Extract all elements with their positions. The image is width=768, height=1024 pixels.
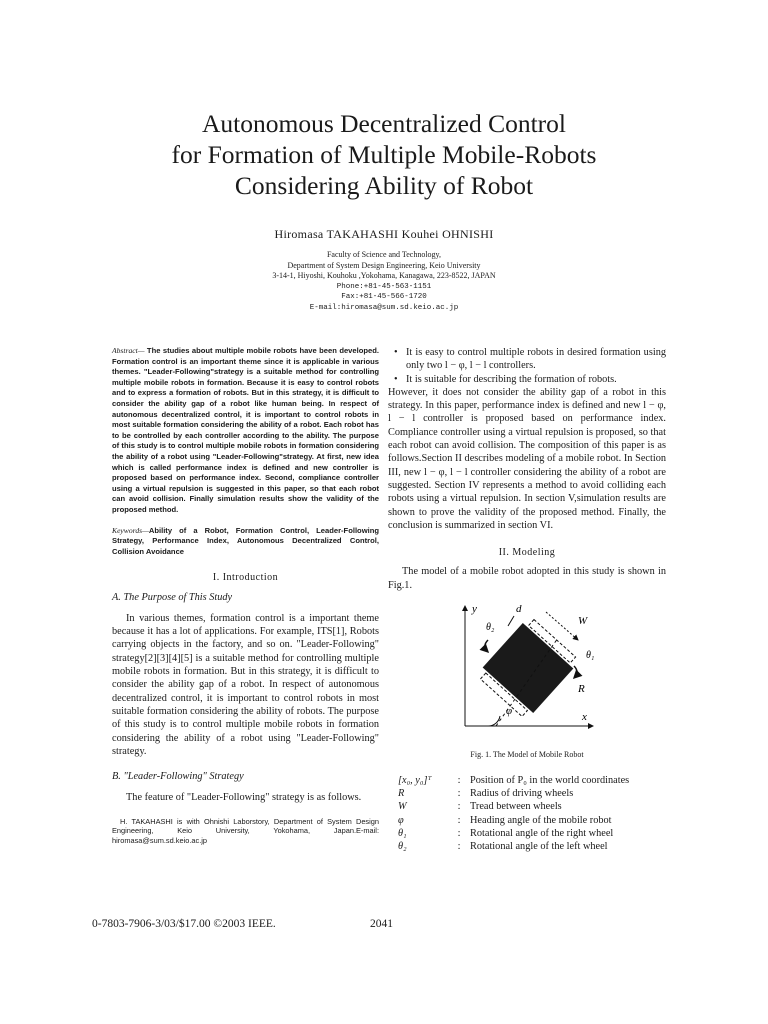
- subsection-heading-purpose: A. The Purpose of This Study: [112, 591, 233, 603]
- table-row: φ : Heading angle of the mobile robot: [398, 814, 612, 826]
- affil-line: 3-14-1, Hiyoshi, Kouhoku ,Yokohama, Kanagawa, 223-8522, JAPAN: [272, 271, 496, 281]
- figure-1: [388, 598, 666, 762]
- table-row: W : Tread between wheels: [398, 801, 562, 813]
- authors: Hiromasa TAKAHASHI Kouhei OHNISHI: [274, 227, 494, 241]
- paragraph-purpose: In various themes, formation control is a important theme because it has a lot of applications. For example, ITS[1], Robots carrying objects in the factory, and so on. "Leader-Following" strategy[2][3][4][5] is a suitable method for controlling multiple mobile robots in formation. But in this strategy, it is difficult to consider the ability gap of a robot. In respect of autonomous decentralized control, it is important to control robots in most suitable formation considering the ability of robots. The purpose of this study is to control multiple mobile robots in formation considering the ability of a robot using "Leader-Following" strategy.: [112, 612, 379, 757]
- subsection-heading-leader-following: B. "Leader-Following" Strategy: [112, 771, 244, 783]
- y-axis-label: y: [472, 603, 477, 616]
- theta2-arrow: [485, 640, 488, 652]
- paper-title: [0, 108, 768, 201]
- abstract-label: Abstract—: [112, 346, 145, 355]
- phi-label: φ: [506, 705, 513, 718]
- list-item: • It is suitable for describing the formation of robots.: [400, 373, 666, 386]
- theta1-label: θ₁: [586, 650, 595, 662]
- left-column: [112, 346, 379, 845]
- paragraph-modeling: The model of a mobile robot adopted in this study is shown in Fig.1.: [388, 566, 666, 591]
- paragraph-composition: However, it does not consider the ability gap of a robot in this strategy. In this paper, performance index is defined and new l − φ, l − l controller is proposed based on performance index. Compliance controller using a virtual repulsion is proposed, so that each robot can avoid collision. The composition of this paper is as follows.Section II describes modeling of a mobile robot. In Section III, new l − φ, l − l controller considering the ability of a robot are suggested. Section IV represents a method to avoid colliding each robots using a virtual repulsion. In section V,simulation results are shown to prove the validity of the proposed method. Finally, the conclusion is summarized in section VI.: [388, 386, 666, 531]
- affil-phone: Phone:+81-45-563-1151: [336, 282, 432, 291]
- keywords: [112, 526, 379, 558]
- feature-list: [388, 346, 666, 386]
- title-line: Considering Ability of Robot: [234, 171, 534, 200]
- keywords-label: Keywords—: [112, 525, 149, 535]
- title-line: for Formation of Multiple Mobile-Robots: [171, 140, 597, 169]
- footnote: H. TAKAHASHI is with Ohnishi Laborstory, Department of System Design Engineering, Keio University, Yokohama, Japan.E-mail: hiromasa@sum.sd.keio.ac.jp: [112, 816, 379, 845]
- keywords-text: Ability of a Robot, Formation Control, Leader-Following Strategy, Performance Index, Autonomous Decentralized Control, Collision Avoidance: [112, 525, 379, 556]
- theta2-label: θ₂: [486, 622, 495, 634]
- x-axis-label: x: [582, 711, 587, 724]
- affil-email: E-mail:hiromasa@sum.sd.keio.ac.jp: [309, 303, 459, 312]
- list-item: • It is easy to control multiple robots in desired formation using only two l − φ, l − l controllers.: [400, 346, 666, 373]
- affil-line: Faculty of Science and Technology,: [326, 250, 442, 259]
- mobile-robot-diagram: [388, 598, 666, 738]
- r-label: R: [578, 683, 585, 696]
- w-label: W: [578, 615, 588, 628]
- abstract-text: The studies about multiple mobile robots have been developed. Formation control is an important theme since it is applicable in various themes. "Leader-Following"strategy is a suitable method for controlling multiple mobile robots in formation. Because it is easy to control robots and to express a formation of robots. But in this strategy, it is difficult to consider the ability gap of a robot like human being. In respect of autonomous decentralized control, it is important to control robots in most suitable formation considering the ability of a robot. Each robot has to be controlled by each controller according to the ability. The purpose of this study is to control multiple mobile robots in formation considering the ability of a robot using "Leader-Following"strategy. At first, new idea which is called performance index is defined and new controller is proposed based on performance index. Second, compliance controller using a virtual repulsion is suggested in this paper, so that each robot can avoid collision. Finally simulation results show the validity of the proposed method.: [112, 346, 379, 514]
- affiliation: [0, 250, 768, 314]
- d-pointer: [508, 616, 514, 626]
- copyright-footer: 0-7803-7906-3/03/$17.00 ©2003 IEEE.: [92, 918, 276, 930]
- figure-caption: Fig. 1. The Model of Mobile Robot: [470, 750, 584, 760]
- table-row: θ₂ : Rotational angle of the left wheel: [398, 841, 608, 853]
- table-row: [x₀, y₀]ᵀ : Position of P₀ in the world coordinates: [398, 774, 630, 786]
- table-row: θ₁ : Rotational angle of the right wheel: [398, 827, 614, 839]
- right-column: [388, 346, 666, 853]
- phi-arc: [488, 716, 500, 726]
- d-label: d: [516, 603, 522, 616]
- section-heading-introduction: I. Introduction: [212, 572, 279, 584]
- title-line: Autonomous Decentralized Control: [202, 109, 566, 138]
- table-row: R : Radius of driving wheels: [398, 787, 574, 799]
- nomenclature-table: [388, 774, 666, 854]
- theta1-arrow: [574, 666, 577, 678]
- affil-line: Department of System Design Engineering, Keio University: [287, 260, 481, 270]
- affil-fax: Fax:+81-45-566-1720: [341, 293, 427, 302]
- paragraph-leader-following: The feature of "Leader-Following" strategy is as follows.: [126, 792, 362, 804]
- section-heading-modeling: II. Modeling: [498, 547, 556, 559]
- abstract: [112, 346, 379, 516]
- page-number: 2041: [370, 918, 393, 930]
